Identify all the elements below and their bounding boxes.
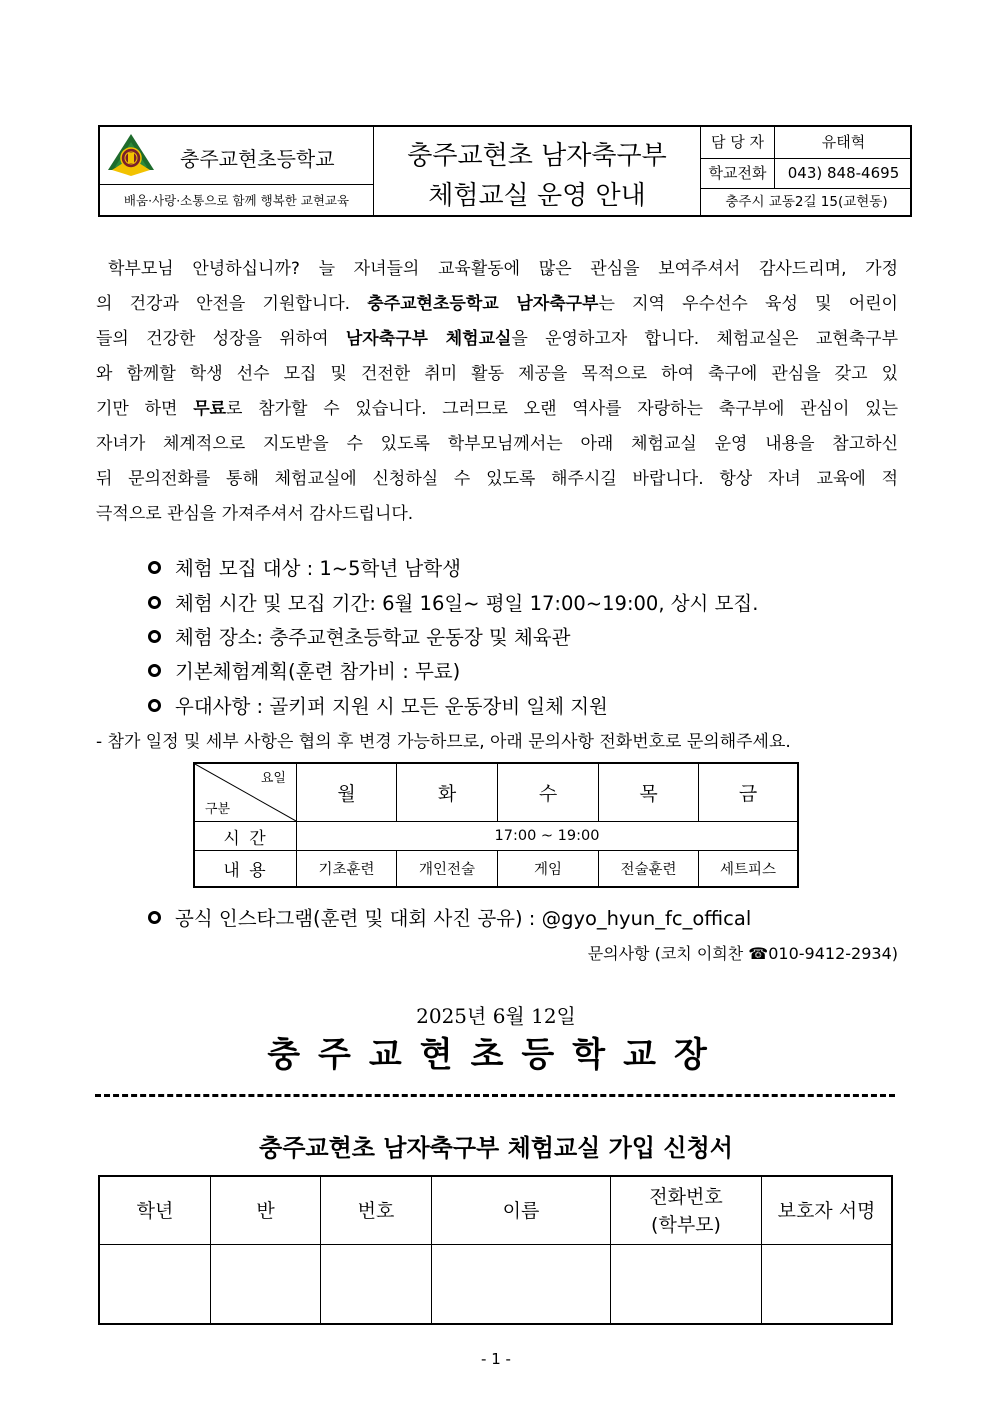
day-header: 월 [297,764,397,822]
school-emblem-icon [106,132,156,178]
form-input-name[interactable] [432,1245,611,1323]
para-line: 들의 건강한 성장을 위하여 남자축구부 체험교실을 운영하고자 합니다. 체험교실은 교현축구부 [96,329,898,349]
para-line: 의 건강과 안전을 기원합니다. 충주교현초등학교 남자축구부는 지역 우수선수 육성 및 어린이 [96,294,898,314]
bullet-target: 체험 모집 대상 : 1~5학년 남학생 [148,553,461,581]
para-line: 기만 하면 무료로 참가할 수 있습니다. 그러므로 오랜 역사를 자랑하는 축구부에 관심이 있는 [96,399,898,419]
intro-paragraph [96,252,898,532]
content-cell: 전술훈련 [599,851,699,886]
principal-signature: 충주교현초등학교장 [267,1035,725,1075]
title-line2: 체험교실 운영 안내 [428,181,646,211]
form-input-class[interactable] [211,1245,321,1323]
para-line: 학부모님 안녕하십니까? 늘 자녀들의 교육활동에 많은 관심을 보여주셔서 감사드리며, 가정 [108,259,898,279]
form-input-phone[interactable] [611,1245,762,1323]
school-address: 충주시 교동2길 15(교현동) [725,194,888,210]
circle-bullet-icon [148,561,161,574]
document-title [374,127,700,215]
day-header: 화 [397,764,498,822]
application-form [98,1175,893,1325]
cut-line [95,1094,895,1097]
time-label: 시 간 [195,822,297,851]
bullet-period: 체험 시간 및 모집 기간: 6월 16일~ 평일 17:00~19:00, 상시 모집. [148,588,758,616]
corner-header: 요일 구분 [195,764,297,822]
contact-row-manager: 담 당 자 유태혁 [701,127,912,159]
form-header-grade: 학년 [100,1177,211,1245]
bullet-plan: 기본체험계획(훈련 참가비 : 무료) [148,656,460,684]
content-label: 내 용 [195,851,297,886]
page-number: - 1 - [481,1350,511,1368]
form-input-signature[interactable] [762,1245,891,1323]
circle-bullet-icon [148,630,161,643]
content-cell: 기초훈련 [297,851,397,886]
bullet-benefit: 우대사항 : 골키퍼 지원 시 모든 운동장비 일체 지원 [148,691,608,719]
header-box [98,125,912,217]
para-line: 극적으로 관심을 가져주셔서 감사드립니다. [96,504,414,524]
day-header: 목 [599,764,699,822]
form-input-number[interactable] [321,1245,432,1323]
form-header-phone: 전화번호 (학부모) [611,1177,762,1245]
title-line1: 충주교현초 남자축구부 [407,141,667,171]
circle-bullet-icon [148,699,161,712]
para-line: 와 함께할 학생 선수 모집 및 건전한 취미 활동 제공을 목적으로 하여 축구에 관심을 갖고 있 [96,364,898,384]
school-block [100,127,374,215]
schedule-table [193,762,799,888]
form-header-class: 반 [211,1177,321,1245]
para-line: 자녀가 체계적으로 지도받을 수 있도록 학부모님께서는 아래 체험교실 운영 내용을 참고하신 [96,434,898,454]
form-input-grade[interactable] [100,1245,211,1323]
contact-info: 문의사항 (코치 이희찬 ☎010-9412-2934) [587,944,898,963]
bullet-location: 체험 장소: 충주교현초등학교 운동장 및 체육관 [148,622,570,650]
circle-bullet-icon [148,911,161,924]
contact-block [700,127,912,215]
para-line: 뒤 문의전화를 통해 체험교실에 신청하실 수 있도록 해주시길 바랍니다. 항상 자녀 교육에 적 [96,469,898,489]
content-cell: 개인전술 [397,851,498,886]
school-name: 충주교현초등학교 [180,147,335,171]
time-value: 17:00 ~ 19:00 [297,822,797,851]
content-cell: 세트피스 [719,862,777,878]
instagram-info: 공식 인스타그램(훈련 및 대회 사진 공유) : @gyo_hyun_fc_offical [148,903,751,931]
content-cell: 게임 [498,851,599,886]
day-header: 수 [498,764,599,822]
day-header: 금 [699,764,797,822]
form-header-name: 이름 [432,1177,611,1245]
schedule-note: - 참가 일정 및 세부 사항은 협의 후 변경 가능하므로, 아래 문의사항 전화번호로 문의해주세요. [96,732,791,752]
circle-bullet-icon [148,596,161,609]
circle-bullet-icon [148,664,161,677]
issue-date: 2025년 6월 12일 [416,1004,576,1028]
form-header-signature: 보호자 서명 [762,1177,891,1245]
school-motto: 배움·사랑·소통으로 함께 행복한 교현교육 [123,193,350,208]
form-title: 충주교현초 남자축구부 체험교실 가입 신청서 [259,1133,733,1162]
contact-row-phone: 학교전화 043) 848-4695 [701,159,912,189]
form-header-number: 번호 [321,1177,432,1245]
